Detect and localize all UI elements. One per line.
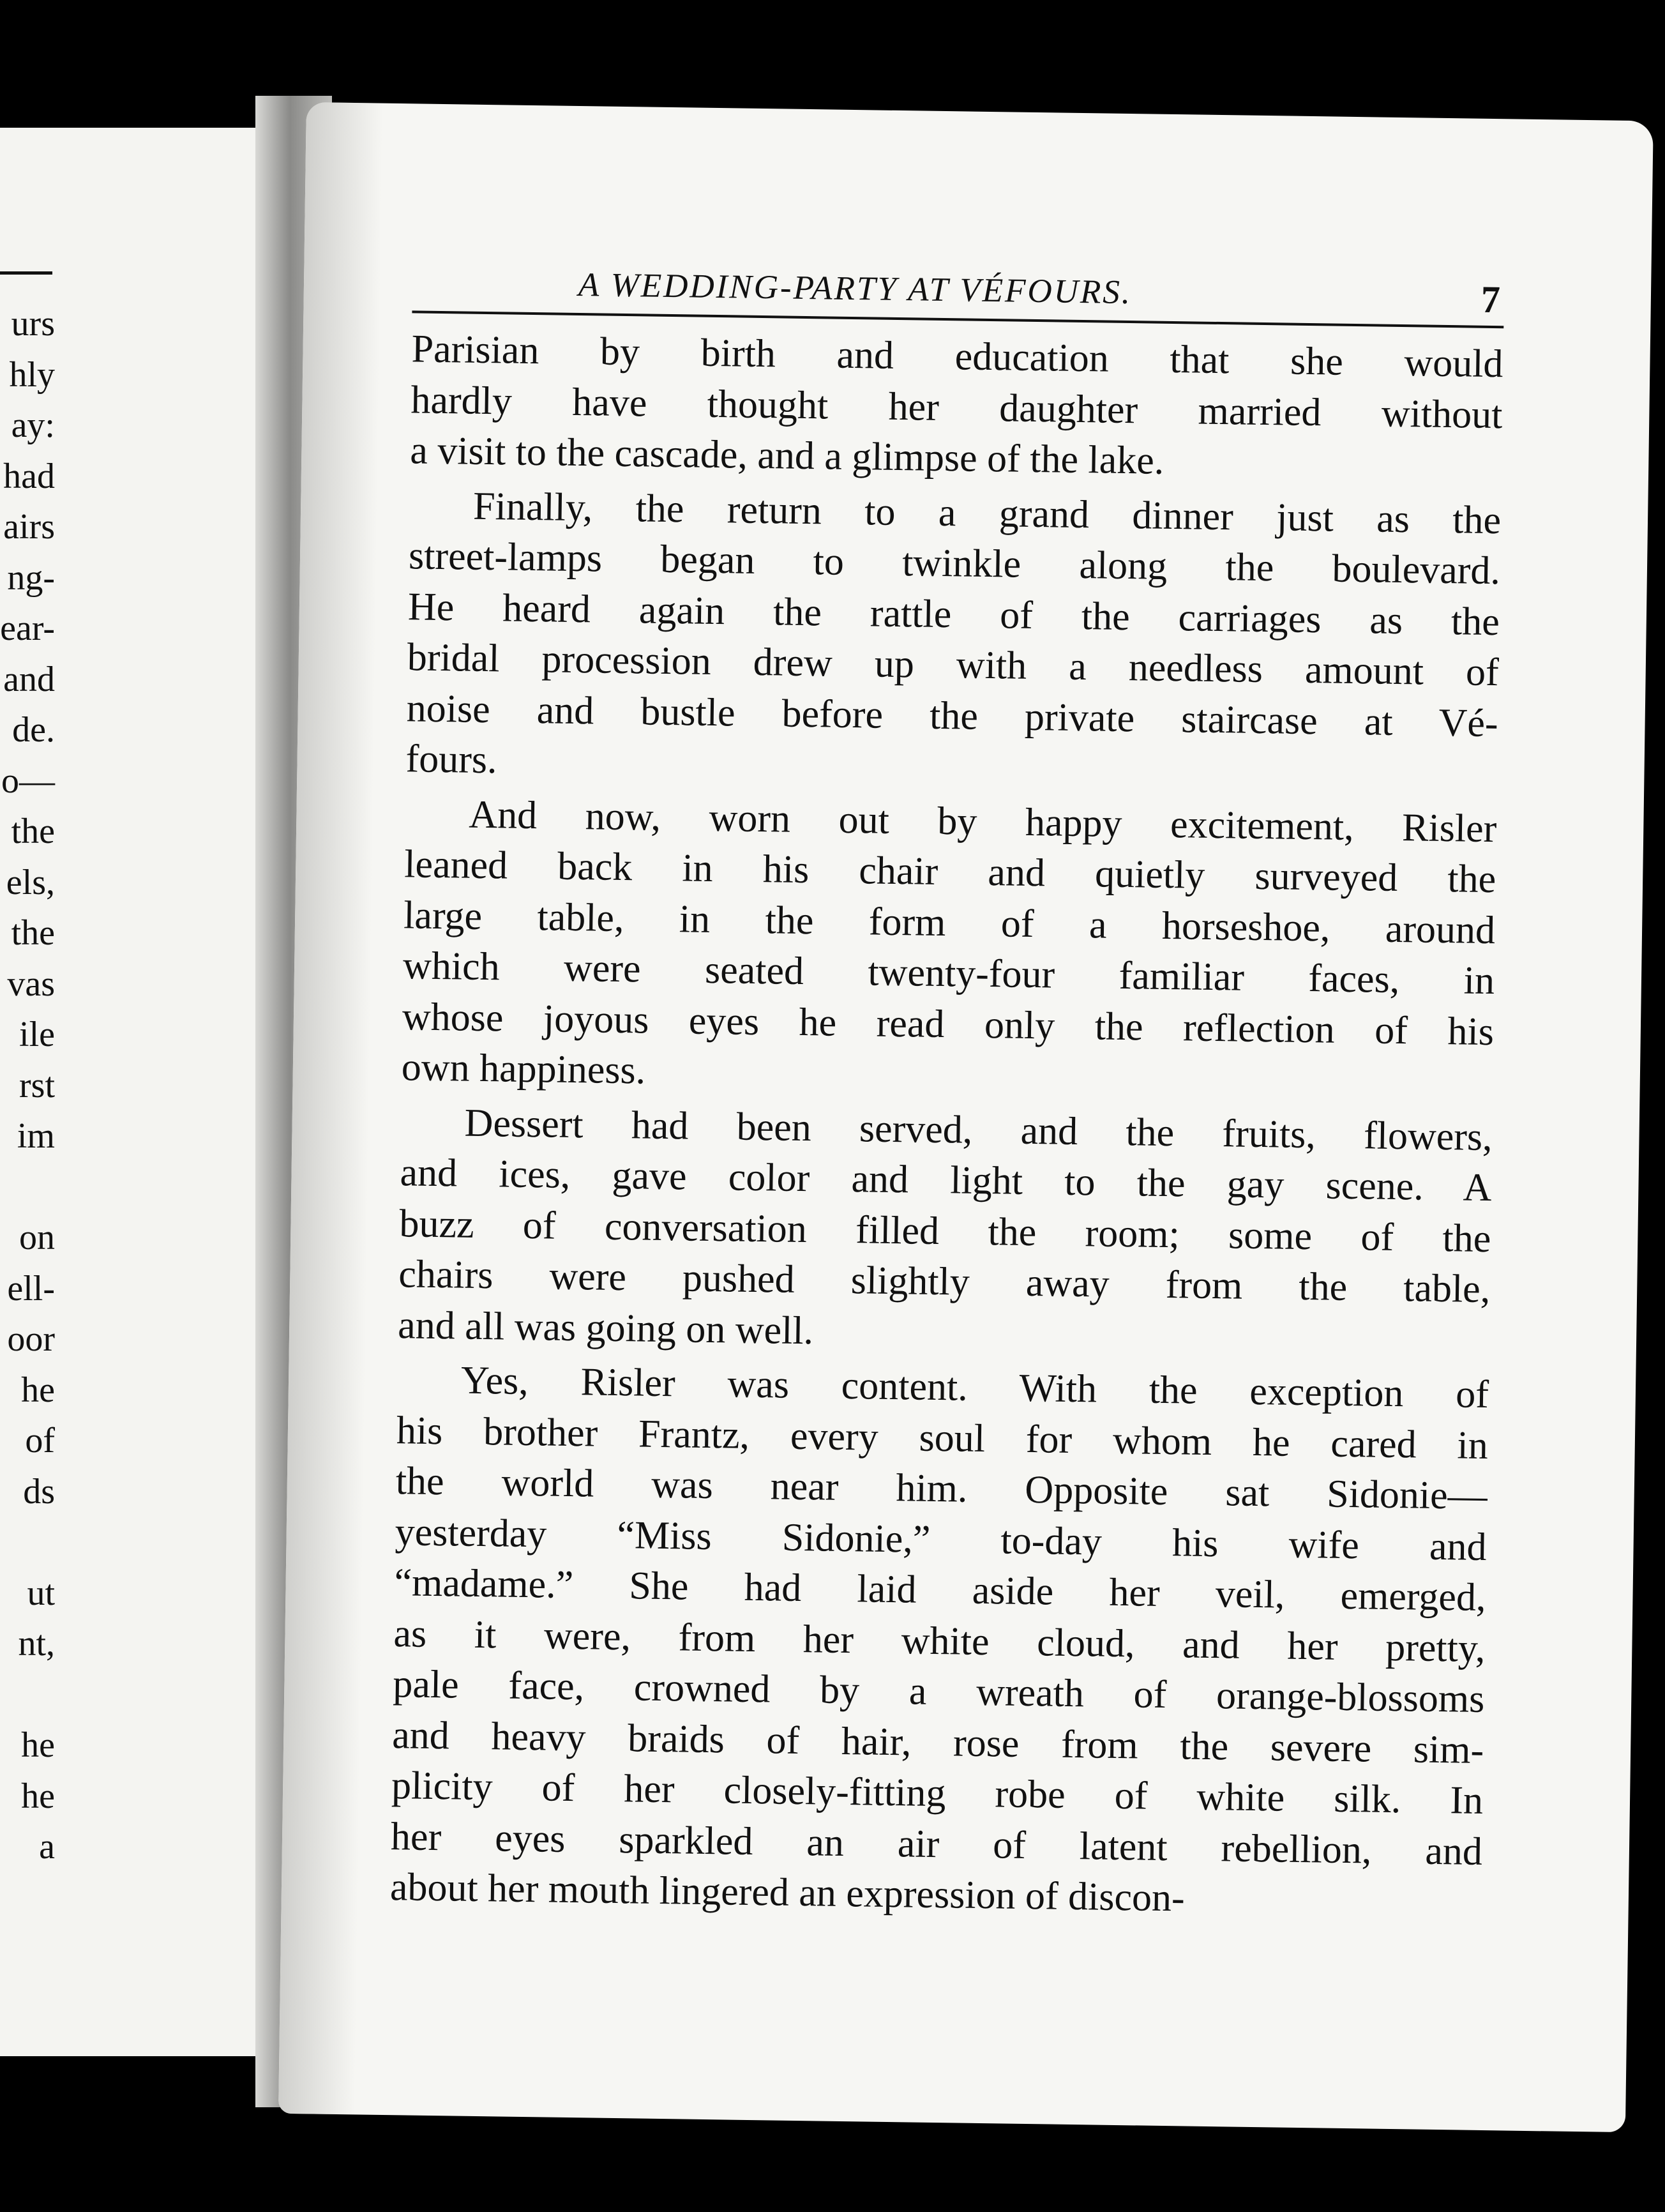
text-line: noise and bustle before the private staircase at Vé- bbox=[406, 686, 1499, 745]
facing-page-fragment: ng- bbox=[7, 557, 55, 598]
facing-page-fragment: ds bbox=[23, 1471, 55, 1511]
paragraph bbox=[389, 1354, 1489, 1928]
facing-page-fragment: he bbox=[21, 1776, 55, 1816]
text-line: large table, in the form of a horseshoe, around bbox=[403, 893, 1496, 952]
facing-page-fragment: urs bbox=[11, 304, 55, 344]
paragraph bbox=[401, 789, 1496, 1109]
text-line: which were seated twenty-four familiar faces, in bbox=[402, 944, 1495, 1003]
text-line: Dessert had been served, and the fruits, flowers, bbox=[464, 1101, 1493, 1159]
facing-page-fragment: ell- bbox=[7, 1268, 55, 1308]
text-line: and all was going on well. bbox=[397, 1303, 814, 1352]
facing-page-fragment: im bbox=[17, 1116, 55, 1156]
facing-page-fragment: of bbox=[25, 1421, 55, 1460]
facing-page-fragment: ut bbox=[27, 1573, 55, 1613]
facing-page-line-fragments bbox=[0, 299, 55, 1873]
facing-page-fragment: o— bbox=[1, 761, 55, 801]
facing-page-fragment: rst bbox=[19, 1065, 55, 1105]
facing-page-fragment: hly bbox=[9, 354, 55, 395]
text-line: street-lamps began to twinkle along the boulevard. bbox=[408, 534, 1501, 593]
page-number: 7 bbox=[1480, 278, 1501, 321]
text-line: whose joyous eyes he read only the reflection of his bbox=[402, 994, 1495, 1054]
facing-page-fragment bbox=[0, 1670, 55, 1721]
facing-page-fragment: the bbox=[11, 812, 55, 851]
text-line: buzz of conversation filled the room; some of the bbox=[399, 1201, 1491, 1261]
text-line: plicity of her closely-fitting robe of white silk. In bbox=[391, 1764, 1484, 1822]
text-line: his brother Frantz, every soul for whom he cared in bbox=[396, 1408, 1489, 1467]
text-line: “madame.” She had laid aside her veil, emerged, bbox=[394, 1561, 1486, 1620]
facing-page-fragment: a bbox=[39, 1827, 55, 1867]
text-line: a visit to the cascade, and a glimpse of the lake. bbox=[409, 428, 1164, 483]
running-head bbox=[412, 263, 1504, 328]
text-line: own happiness. bbox=[401, 1045, 646, 1093]
text-line: and ices, gave color and light to the gay scene. A bbox=[400, 1151, 1492, 1210]
facing-page-fragment: airs bbox=[3, 507, 55, 547]
facing-page-fragment: and bbox=[3, 659, 55, 699]
running-title: A WEDDING-PARTY AT VÉFOURS. bbox=[578, 266, 1133, 312]
facing-page-fragment: had bbox=[3, 456, 55, 496]
text-line: pale face, crowned by a wreath of orange-blossoms bbox=[392, 1662, 1485, 1722]
facing-page-header-rule bbox=[0, 271, 52, 275]
body-text bbox=[389, 324, 1503, 1928]
text-line: yesterday “Miss Sidonie,” to-day his wife and bbox=[395, 1510, 1488, 1569]
text-line: leaned back in his chair and quietly surveyed the bbox=[403, 842, 1496, 902]
facing-page-fragment: ay: bbox=[11, 405, 55, 445]
facing-page-fragment: he bbox=[21, 1370, 55, 1410]
text-line: fours. bbox=[405, 737, 498, 782]
text-line: Yes, Risler was content. With the exception of bbox=[460, 1358, 1489, 1417]
facing-page-fragment: on bbox=[19, 1218, 55, 1257]
paragraph bbox=[410, 324, 1503, 491]
text-line: hardly have thought her daughter married without bbox=[411, 377, 1503, 437]
text-line: about her mouth lingered an expression of discon- bbox=[389, 1865, 1186, 1920]
facing-page-fragment: he bbox=[21, 1725, 55, 1765]
facing-page-fragment bbox=[0, 1162, 55, 1213]
book-page bbox=[278, 102, 1654, 2132]
facing-page-fragment: vas bbox=[7, 964, 55, 1004]
text-line: as it were, from her white cloud, and her pretty, bbox=[393, 1611, 1486, 1670]
text-line: chairs were pushed slightly away from the table, bbox=[398, 1252, 1491, 1312]
facing-page-fragment: the bbox=[11, 913, 55, 953]
text-line: He heard again the rattle of the carriages as the bbox=[407, 584, 1500, 644]
facing-page-fragment: ile bbox=[19, 1015, 55, 1054]
paragraph bbox=[398, 1097, 1493, 1366]
facing-page-fragment: oor bbox=[7, 1319, 55, 1359]
facing-page-fragment: els, bbox=[6, 862, 55, 902]
text-line: and heavy braids of hair, rose from the severe sim- bbox=[391, 1713, 1484, 1772]
paragraph bbox=[405, 480, 1501, 800]
facing-page-fragment: ear- bbox=[0, 609, 55, 648]
text-line: the world was near him. Opposite sat Sidonie— bbox=[395, 1459, 1488, 1519]
facing-page-fragment: de. bbox=[12, 710, 55, 750]
text-line: her eyes sparkled an air of latent rebellion, and bbox=[390, 1814, 1483, 1874]
text-line: Parisian by birth and education that she would bbox=[411, 327, 1503, 386]
facing-page-fragment: nt, bbox=[18, 1624, 55, 1663]
text-line: And now, worn out by happy excitement, Risler bbox=[468, 792, 1497, 851]
text-line: Finally, the return to a grand dinner just as the bbox=[472, 484, 1502, 542]
facing-page-fragment bbox=[0, 1517, 55, 1568]
text-line: bridal procession drew up with a needless amount of bbox=[407, 635, 1500, 695]
